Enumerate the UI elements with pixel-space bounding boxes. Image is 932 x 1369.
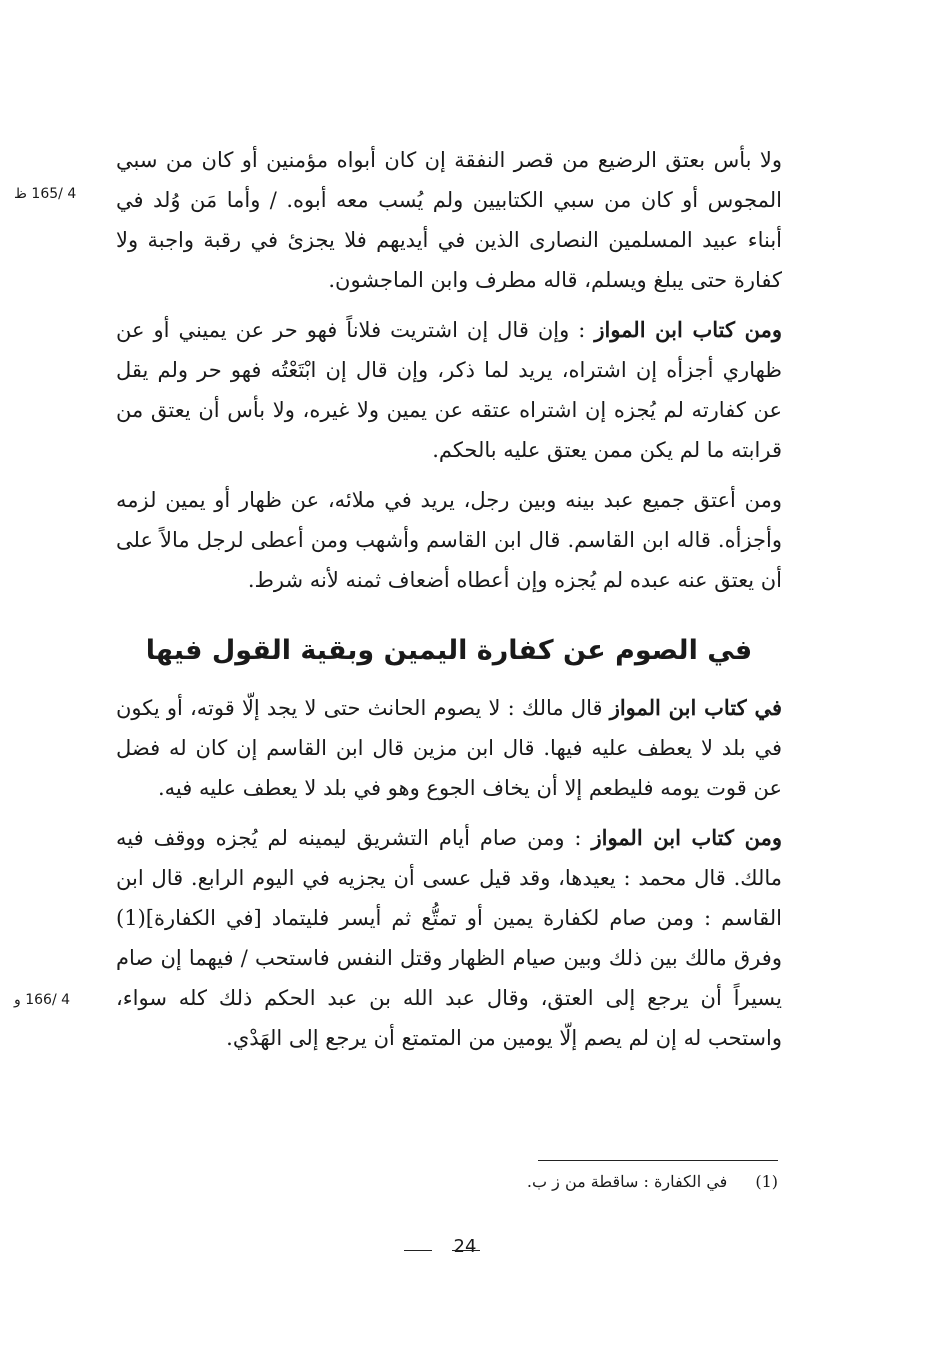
page-number: 24	[453, 1236, 477, 1257]
source-lead: في كتاب ابن المواز	[609, 695, 782, 720]
footnote-number: (1)	[755, 1172, 778, 1191]
source-lead: ومن كتاب ابن المواز	[594, 317, 782, 342]
paragraph-5	[116, 818, 782, 1058]
source-lead: ومن كتاب ابن المواز	[591, 825, 782, 850]
page-number-dash	[452, 1250, 480, 1251]
paragraph-1: ولا بأس بعتق الرضيع من قصر النفقة إن كان أبواه مؤمنين أو كان من سبي المجوس أو كان من سبي الكتابيين ولم يُسب معه أبوه. / وأما مَن وُلد في أبناء عبيد المسلمين النصارى الذين في أيديهم فلا يجزئ في رقبة واجبة ولا كفارة حتى يبلغ ويسلم، قاله مطرف وابن الماجشون.	[116, 148, 782, 292]
paragraph-2	[116, 310, 782, 470]
section-heading: في الصوم عن كفارة اليمين وبقية القول فيها	[145, 635, 753, 666]
paragraph-text: : ومن صام أيام التشريق ليمينه لم يُجزه ووقف فيه مالك. قال محمد : يعيدها، وقد قيل عسى أن يجزيه في اليوم الرابع. قال ابن القاسم : ومن صام لكفارة يمين أو تمتُّع ثم أيسر فليتماد [في الكفارة](1) وفرق مالك بين ذلك وبين صيام الظهار وقتل النفس فاستحب / فيهما إن صام يسيراً أن يرجع إلى العتق، وقال عبد الله بن عبد الحكم ذلك كله سواء، واستحب له إن لم يصم إلّا يومين من المتمتع أن يرجع إلى الهَدْي.	[116, 826, 782, 1050]
paragraph-text: قال مالك : لا يصوم الحانث حتى لا يجد إلّا قوته، أو يكون في بلد لا يعطف عليه فيها. قال ابن مزين قال ابن القاسم إن كان له فضل عن قوت يومه فليطعم إلا أن يخاف الجوع وهو في بلد لا يعطف عليه فيه.	[116, 696, 782, 800]
footnote-separator	[538, 1160, 778, 1161]
footnote	[300, 1172, 778, 1191]
footnote-text: في الكفارة : ساقطة من ز ب.	[526, 1172, 728, 1191]
margin-folio-note: 4 /166 و	[14, 992, 71, 1008]
paragraph-3: ومن أعتق جميع عبد بينه وبين رجل، يريد في ملائه، عن ظهار أو يمين لزمه وأجزأه. قاله ابن القاسم. قال ابن القاسم وأشهب ومن أعطى لرجل مالاً على أن يعتق عنه عبده لم يُجزه وإن أعطاه أضعاف ثمنه لأنه شرط.	[116, 488, 782, 592]
margin-folio-note: 4 /165 ظ	[14, 186, 77, 202]
paragraph-4	[116, 688, 782, 808]
paragraph-text: : وإن قال إن اشتريت فلاناً فهو حر عن يميني أو عن ظهاري أجزأه إن اشتراه، يريد لما ذكر، وإن قال إن ابْتَعْتُه فهو حر ولم يقل عن كفارته لم يُجزه إن اشتراه عتقه عن يمين ولا غيره، ولا بأس أن يعتق من قرابته ما لم يكن ممن يعتق عليه بالحكم.	[116, 318, 782, 462]
main-text-column	[116, 140, 782, 1058]
